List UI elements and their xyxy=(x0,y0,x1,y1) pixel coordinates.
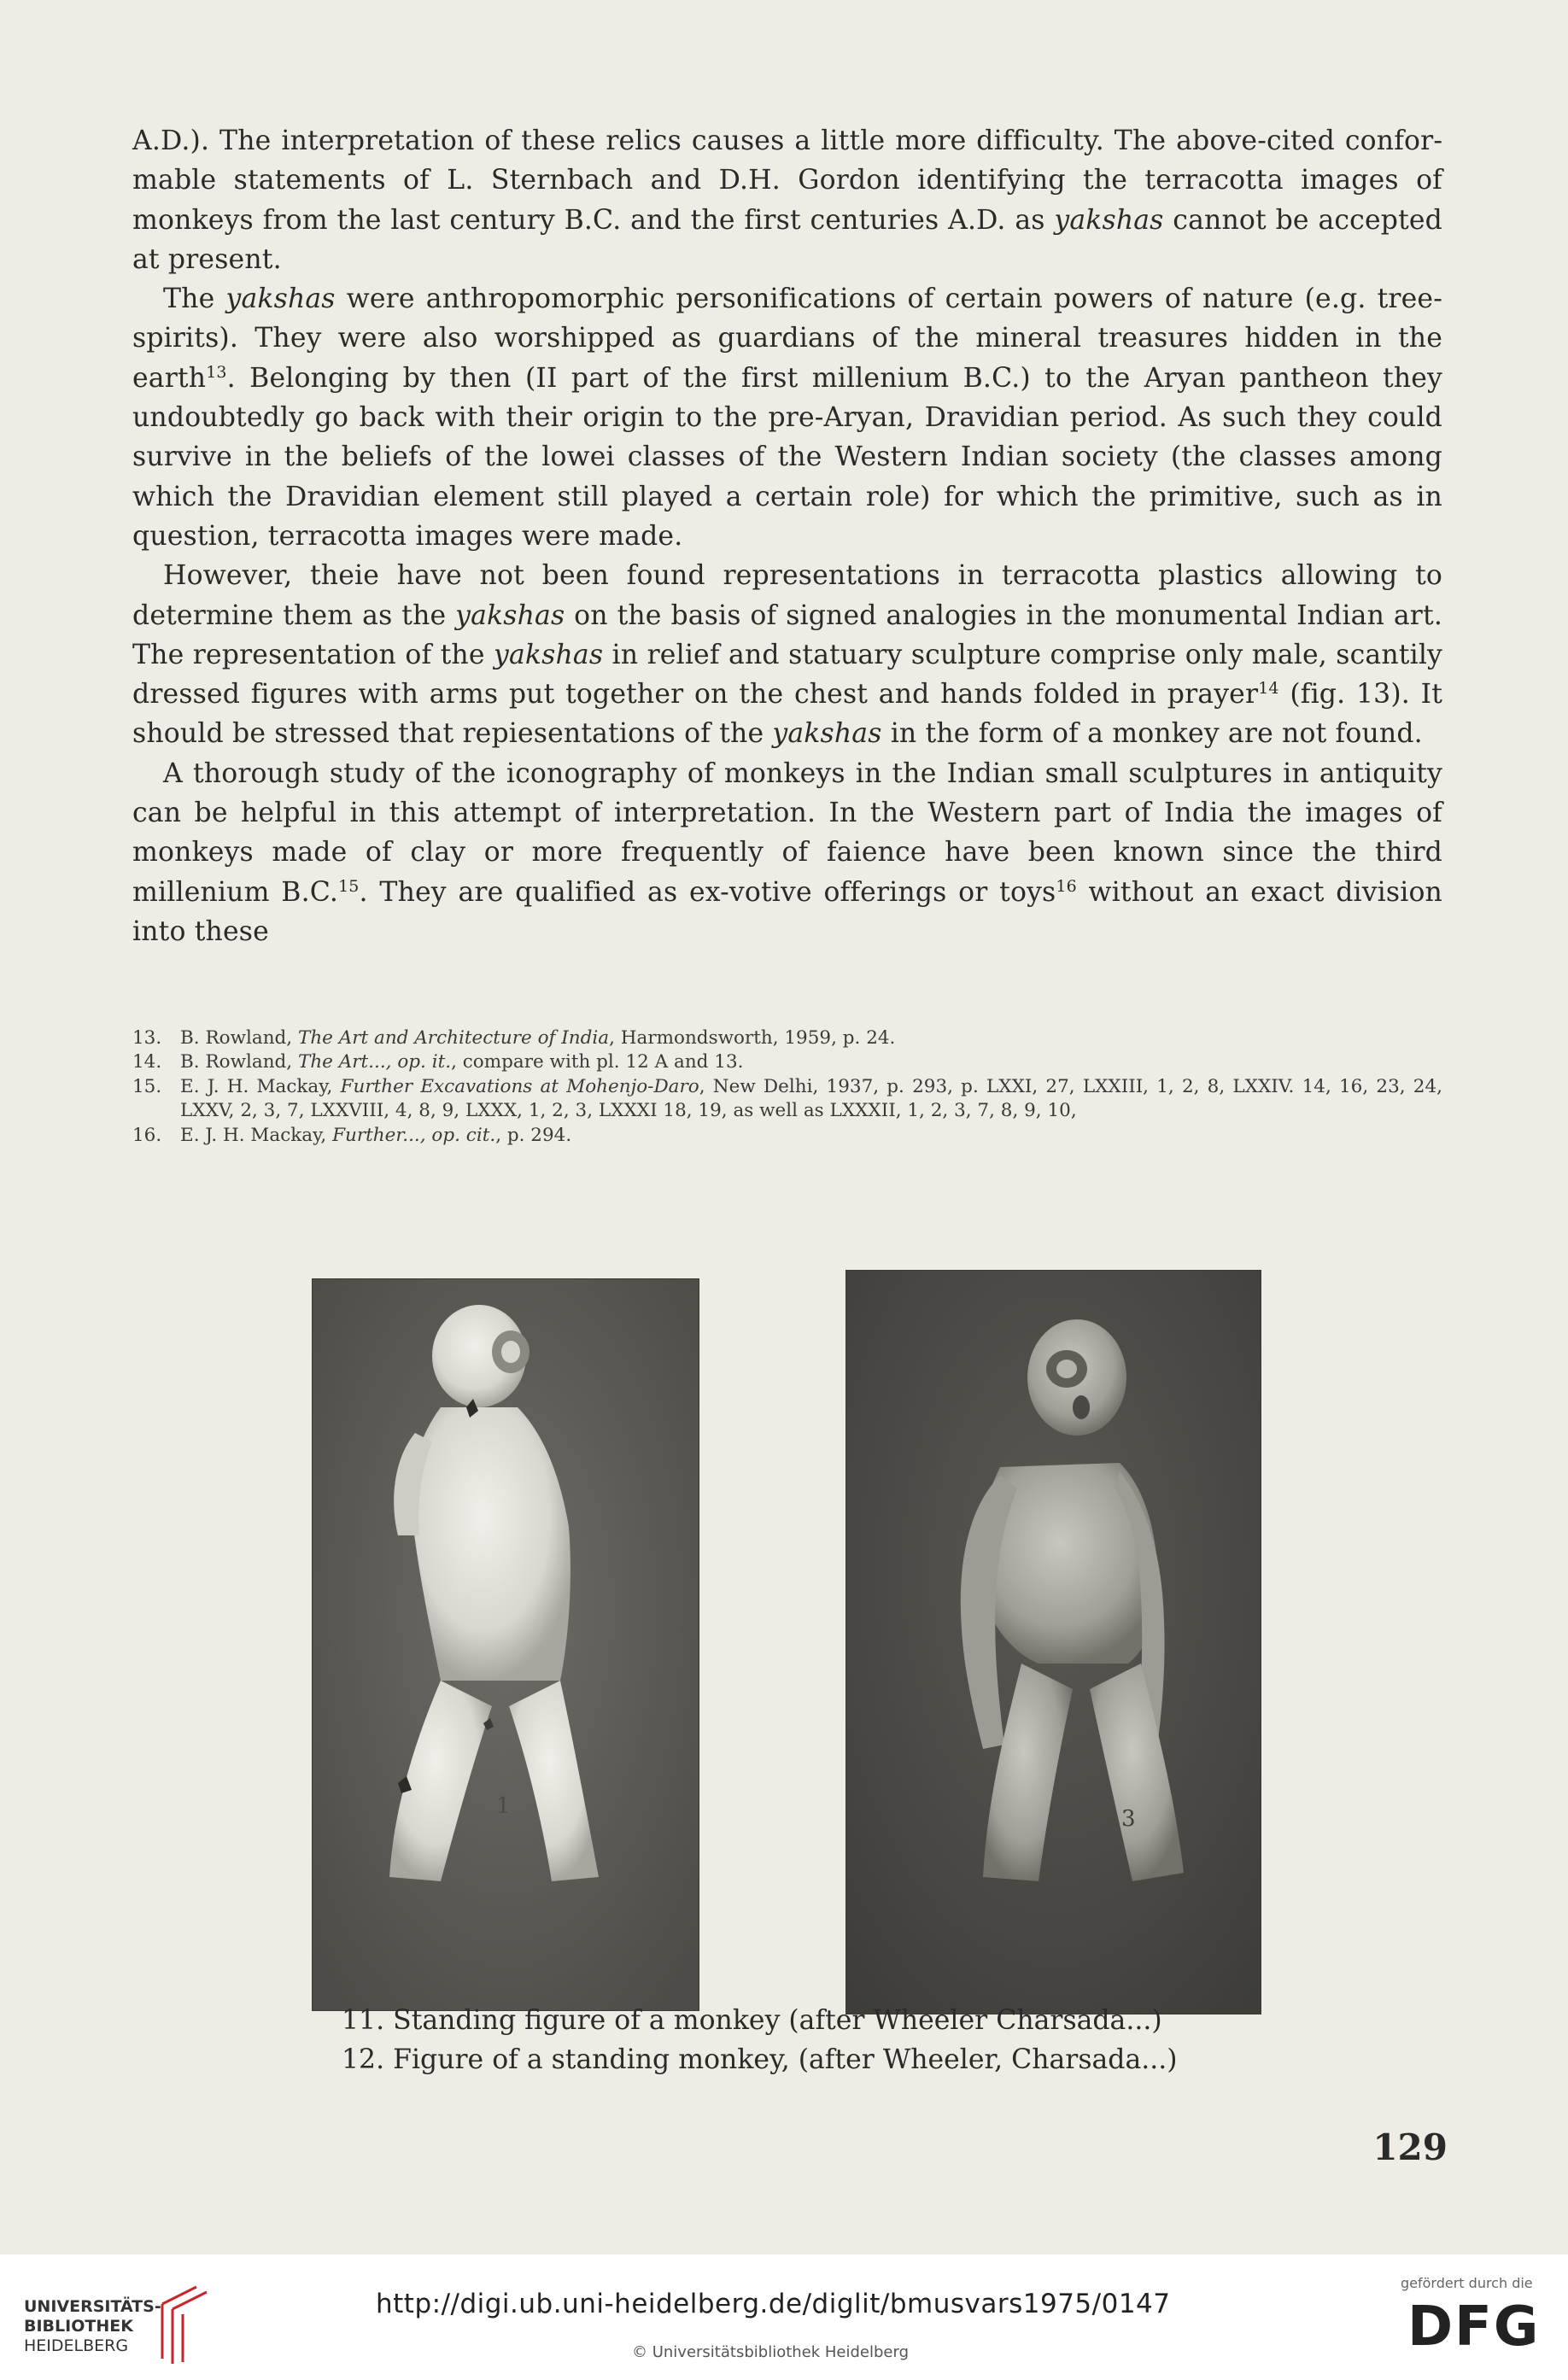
permalink-url[interactable]: http://digi.ub.uni-heidelberg.de/diglit/bmusvars1975/0147 xyxy=(376,2289,1171,2319)
footnote xyxy=(132,1026,1442,1050)
footnote-ref: 16 xyxy=(1056,876,1077,896)
text-run: A.D.). The interpretation of these relics causes a little more difficulty. The above-cited conformable statements of L. Sternbach and D.H. Gordon identifying the terracotta images of monkeys from the last century B.C. and the first centuries A.D. as xyxy=(132,126,1442,236)
italic-text: Further Excavations at Mohenjo-Daro xyxy=(340,1075,699,1097)
text-run: in relief and statuary sculpture comprise only male, scantily dressed figures with arms put together on the chest and hands folded in prayer xyxy=(132,639,1442,710)
italic-text: The Art and Architecture of India xyxy=(297,1027,610,1049)
text-run: B. Rowland, xyxy=(180,1027,298,1049)
text-run: were anthropomorphic personifications of certain powers of nature (e.g. tree-spirits). They were also worshipped as guardians of the mineral treasures hidden in the earth xyxy=(132,284,1442,394)
text-run: without an exact division into these xyxy=(132,876,1442,947)
footnote xyxy=(132,1050,1442,1074)
footnotes xyxy=(132,1026,1442,1148)
footnote-number: 16. xyxy=(132,1124,162,1146)
digitization-footer xyxy=(0,2254,1568,2380)
italic-text: The Art..., op. it. xyxy=(297,1051,452,1073)
text-run: . Belonging by then (II part of the first millenium B.C.) to the Aryan pantheon they undoubtedly go back with their origin to the pre-Aryan, Dravidian period. As such they could survive in the beliefs of the lowei classes of the Western Indian society (the classes among which the Dravidian element still played a certain role) for which the primitive, such as in question, terracotta images were made. xyxy=(132,362,1442,552)
text-run: , New Delhi, 1937, p. 293, p. LXXI, 27, LXXIII, 1, 2, 8, LXXIV. 14, 16, 23, 24, LXXV, 2, 3, 7, LXXVIII, 4, 8, 9, LXXX, 1, 2, 3, LXXXI 18, 19, as well as LXXXII, 1, 2, 3, 7, 8, 9, 10, xyxy=(180,1075,1442,1122)
figure-photo-left xyxy=(312,1278,699,2011)
text-run: , Harmondsworth, 1959, p. 24. xyxy=(609,1027,896,1049)
library-name xyxy=(24,2297,161,2356)
footnote-ref: 14 xyxy=(1258,679,1279,699)
paragraph xyxy=(132,279,1442,556)
figure-photo-right xyxy=(845,1270,1261,2015)
italic-text: Further..., op. cit. xyxy=(332,1124,496,1146)
text-run: E. J. H. Mackay, xyxy=(180,1075,341,1097)
text-run: . They are qualified as ex-votive offerings or toys xyxy=(359,876,1056,908)
footnote xyxy=(132,1075,1442,1124)
caption-fig-11: 11. Standing figure of a monkey (after Wheeler Charsada...) xyxy=(342,2005,1162,2036)
library-name-line3: HEIDELBERG xyxy=(24,2336,129,2355)
text-run: B. Rowland, xyxy=(180,1051,298,1073)
italic-text: yakshas xyxy=(772,718,882,750)
italic-text: yakshas xyxy=(225,284,336,315)
italic-text: yakshas xyxy=(494,639,604,670)
photo-number-right: 3 xyxy=(1121,1806,1136,1832)
text-run: A thorough study of the iconography of monkeys in the Indian small sculptures in antiquity can be helpful in this attempt of interpretation. In the Western part of India the images of monkeys made of clay or more frequently of faience have been known since the third millenium B.C. xyxy=(132,757,1442,908)
footnote-number: 13. xyxy=(132,1027,162,1049)
paragraph xyxy=(132,121,1442,279)
text-run: cannot be accepted at present. xyxy=(132,204,1442,275)
footnote xyxy=(132,1124,1442,1148)
text-run: , p. 294. xyxy=(495,1124,572,1146)
library-name-line1: UNIVERSITÄTS- xyxy=(24,2297,161,2316)
monkey-figurine-image-right xyxy=(846,1271,1261,2014)
paragraph xyxy=(132,754,1442,951)
text-run: on the basis of signed analogies in the monumental Indian art. The representation of the xyxy=(132,599,1442,670)
footnote-number: 15. xyxy=(132,1075,162,1097)
text-run: E. J. H. Mackay, xyxy=(180,1124,333,1146)
svg-text:DFG: DFG xyxy=(1407,2295,1541,2355)
paragraph xyxy=(132,556,1442,753)
figure-captions xyxy=(342,2001,1281,2079)
caption-fig-12: 12. Figure of a standing monkey, (after Wheeler, Charsada...) xyxy=(342,2044,1178,2075)
text-run: , compare with pl. 12 A and 13. xyxy=(451,1051,744,1073)
library-name-line2: BIBLIOTHEK xyxy=(24,2317,133,2336)
copyright-notice: © Universitätsbibliothek Heidelberg xyxy=(632,2343,910,2361)
body-text xyxy=(132,121,1442,951)
text-run: (fig. 13). It should be stressed that repiesentations of the xyxy=(132,679,1443,750)
text-run: The xyxy=(163,284,226,315)
monkey-figurine-image-left xyxy=(313,1279,699,2010)
italic-text: yakshas xyxy=(455,599,565,631)
italic-text: yakshas xyxy=(1054,204,1164,236)
dfg-logo-icon xyxy=(1407,2295,1553,2355)
footnote-ref: 13 xyxy=(206,362,227,382)
library-logo-icon xyxy=(154,2280,215,2365)
footnote-number: 14. xyxy=(132,1051,162,1073)
text-run: in the form of a monkey are not found. xyxy=(881,718,1423,750)
text-run: However, theie have not been found representations in terracotta plastics allowing to determine them as the xyxy=(132,560,1442,631)
page-number: 129 xyxy=(1372,2126,1448,2168)
photo-number-left: 1 xyxy=(496,1793,511,1819)
funded-by-label: gefördert durch die xyxy=(1401,2275,1533,2291)
footnote-ref: 15 xyxy=(338,876,360,896)
